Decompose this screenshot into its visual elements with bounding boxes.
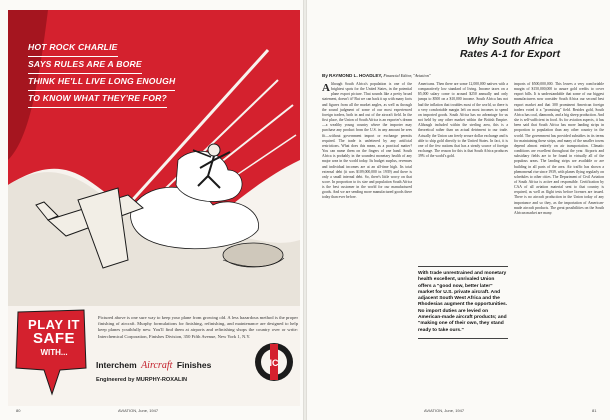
- brand-block: [96, 355, 246, 383]
- column-3-text: imports of $500,000,000. This leaves a very comfortable margin of $150,000,000 to assure gold credits to cover export bills. It is understandable that some of our biggest manufacturers now consider South Africa our second best export market and that 300 prominent American foreign traders voted it a "promising" field. Besides gold, South Africa has coal, diamonds, and a big sheep production. And she is self-sufficient in food. As for aviation aspects, it has been said that South Africa has more landing strips in proportion to population than any other country in the world. The government has provided subsidies in its terms for maintaining these strips, and many of the smaller towns depend almost entirely on air transportation. Climatic conditions are excellent throughout the year. Airports and subsidiary fields are to be found in virtually all of the populous areas. The landing strips are available or are building in all parts of the area. Air traffic has shown a phenomenal rise since 1939, with planes flying regularly on schedules to other cities. The Department of Civil Aviation of South Africa is active and responsible. Certification by CAA of all aviation material sent to that country is required, as well as flight tests before licenses are issued. There is no aircraft production in the Union today of any importance and so they, as the importation of American-made aircraft products. The great possibilities on the South African market are many.: [514, 82, 604, 215]
- article-title: [420, 36, 600, 61]
- article-column-3: [514, 82, 604, 404]
- brand-name-1: Interchem: [96, 360, 137, 370]
- folio-left-magazine: AVIATION, June, 1947: [118, 408, 159, 413]
- headline-line: TO KNOW WHAT THEY'RE FOR?: [28, 91, 167, 108]
- byline-role: Financial Editor, "Aviation": [383, 73, 431, 78]
- byline: [322, 73, 602, 78]
- drop-cap: A: [322, 82, 330, 94]
- folio-page-left: 80: [16, 408, 21, 413]
- headline-line: SAYS RULES ARE A BORE: [28, 57, 142, 74]
- ad-headline: [28, 40, 198, 108]
- page-gutter: [303, 0, 307, 420]
- column-2-text: Americans. Then there are some 12,000,000 natives with a comparatively low standard of living. Income taxes on a $5,000 salary come to around $250 annually and only jumps to $500 on a $10,000 income. South Africa has not had the inflation that troubles most of the world, so there is a very comfortable margin left on most incomes to spend on imported goods. South Africa has no advantage for us not held by any other market within the British Empire. Although included within the sterling area, this is a theoretical rather than an actual detriment to our trade. Actually the Union can freely secure dollar exchange and is able to ship gold directly to the United States. In fact, it is one of the few nations that has a steady source of foreign exchange. The reason for this is that South Africa produces 39% of the world's gold.: [418, 82, 508, 159]
- folio-right-magazine: AVIATION, June, 1947: [424, 408, 465, 413]
- ic-logo-icon: [252, 338, 296, 388]
- pull-quote: With trade unrestrained and monetary health excellent, unrivaled Union offers a "good now, better later" market for U.S. private aircraft. And adjacent South West Africa and the Rhodesias augment the opportunities. No import duties are levied on American-made aircraft products; and "making one of their own, they stand ready to take ours.": [418, 271, 508, 333]
- column-1-text: lthough South Africa's population is one of the brightest spots for the United States, in the potential plane export picture. That sounds like a pretty broad statement, doesn't it? But we can back it up with many facts and figures from all the market angles, as well as through the sound judgment of some of our most experienced foreign traders, both in and out of the aircraft field. In the first place, the Union of South Africa is an exporter's dream—a wealthy young country where the importer may purchase any product from the U.S. in any amount he sees fit—without government import or exchange permits required. The trade is unfettered by any artificial restrictions. What does this mean, as a practical matter? You can name them on the fingers of one hand. South Africa is probably in the soundest monetary health of any major area in the world today. Its budget surplus, revenues and individual incomes are at an all-time high. Its total external debt (it was $109,000,000 in 1939) and there is only a small internal debt. So, there's little worry on that score. In proportion to its size and population South Africa is the best customer in the world for our manufactured goods. And we are sending more manufactured goods there today than ever before.: [322, 82, 412, 200]
- headline-line: HOT ROCK CHARLIE: [28, 40, 118, 57]
- ad-caption: Pictured above is one sure way to keep your plane from growing old. A less hazardous method is the proper finishing of aircraft. Murphy formulations for finishing, refinishing, and maintenance are designed to help keep planes youthfully new. You'll find them at airports and refinishing shops the country over or write: Interchemical Corporation, Finishes Division, 350 Fifth Avenue, New York 1, N.Y.: [98, 315, 298, 339]
- article-column-2: [418, 82, 508, 262]
- pull-quote-rule-bottom: [418, 338, 508, 339]
- sign-line-2: SAFE: [32, 330, 75, 347]
- sign-line-3: WITH...: [40, 348, 68, 357]
- brand-script: Aircraft: [141, 360, 173, 371]
- logo-letters: IC: [269, 358, 279, 368]
- advertisement-page: [8, 10, 300, 406]
- title-line-1: Why South Africa: [466, 36, 554, 47]
- pilot-head: [208, 144, 220, 156]
- pull-quote-box: [418, 266, 508, 386]
- article-column-1: [322, 82, 412, 404]
- headline-line: THINK HE'LL LIVE LONG ENOUGH: [28, 74, 175, 91]
- play-it-safe-sign: [12, 308, 90, 396]
- engineered-by: Engineered by MURPHY-ROXALIN: [96, 377, 188, 383]
- brand-name-2: Finishes: [176, 360, 212, 370]
- title-line-2: Rates A-1 for Export: [459, 48, 561, 60]
- sign-text: [24, 318, 84, 358]
- byline-name: RAYMOND L. HOADLEY,: [329, 73, 383, 78]
- sign-line-1: PLAY IT: [28, 317, 80, 332]
- byline-prefix: By: [322, 73, 328, 78]
- folio-page-right: 81: [592, 408, 597, 413]
